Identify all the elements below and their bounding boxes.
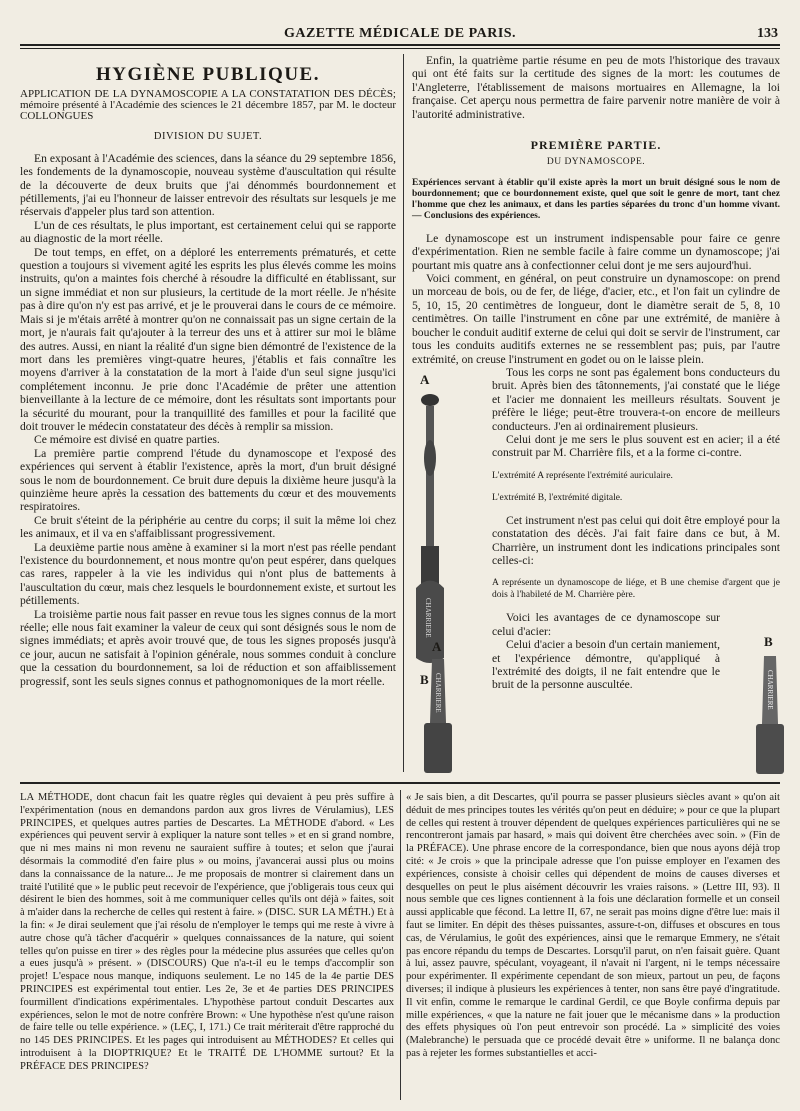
section-title: HYGIÈNE PUBLIQUE. (96, 64, 320, 85)
part-summary: Expériences servant à établir qu'il existe après la mort un bruit désigné sous le nom de bourdonnement; que ce bourdonnement existe, quel que soit le genre de mort, tant chez l'homme que chez les animaux, et dans les parties séparées du tronc d'un homme vivant. — Conclusions des expériences. (412, 177, 780, 221)
paragraph: Cet instrument n'est pas celui qui doit être employé pour la constatation des décès. J'ai fait faire dans ce but, à M. Charrière, un instrument dont les indications principales sont celles-ci: (492, 513, 780, 567)
left-column (20, 54, 396, 688)
bottom-left-column (20, 792, 394, 1074)
paragraph: Voici les avantages de ce dynamoscope sur celui d'acier: (492, 611, 720, 638)
figure-label-a: A (420, 372, 430, 387)
engraving-text: CHARRIERE (424, 598, 432, 638)
header-rule-thin (20, 48, 780, 49)
paragraph: Ce mémoire est divisé en quatre parties. (34, 433, 220, 447)
silver-sleeve-illustration (750, 634, 790, 784)
steel-dynamoscope-illustration (414, 372, 484, 687)
paragraph: En exposant à l'Académie des sciences, dans la séance du 29 septembre 1856, les fondements de la dynamoscopie, nouveau système d'auscultation qui résulte de la découverte de deux bruits que j'ai dénommés bourdonnement et pétillements, j'ai eu l'honneur de laisser entrevoir des résultats sur lesquels je me réservais d'appeler plus tard son attention. (20, 151, 396, 219)
svg-text:CHARRIERE: CHARRIERE (434, 673, 442, 713)
division-heading: DIVISION DU SUJET. (153, 131, 263, 143)
paragraph: La première partie comprend l'étude du dynamoscope et l'exposé des expériences qui servent à établir l'existence, après la mort, d'un bruit désigné sous le nom de bourdonnement. Ce bruit dure depuis la dixième heure jusqu'à la quinzième heure après la cessation des battements du cœur et des mouvements respiratoires. (20, 446, 396, 514)
footnote-text: LA MÉTHODE, dont chacun fait les quatre règles qui devaient à peu près suffire à l'expérimentation (nous en demandons pardon aux gros livres de Vérulamius), LES PRINCIPES, et quelques autres parties de Descartes. La MÉTHODE d'abord. « Les expériences qui peuvent servir à expliquer la nature sont telles » et en si grand nombre, que ni mes mains ni mon revenu ne sauraient suffire à toutes; et selon que j'aurai désormais la commodité d'en faire plus » ou moins, j'avancerai aussi plus ou moins dans la connaissance de la nature... Je me proposais de montrer si clairement dans un traité l'utilité que » le public peut recevoir de l'expérience, que j'obligerais tous ceux qui désirent le bien des hommes, soit à me communiquer celles qu'ils ont déjà » faites, soit à m'aider dans la recherche de celles qui restent à faire. » (DISC. SUR LA MÉTH.) Et à la fin: « Je dirai seulement que j'ai résolu de n'employer le temps qui me reste à vivre à autre chose qu'à tâcher d'acquérir » quelques connaissances de la nature, qui soient telles qu'on puisse en tirer » des règles pour la médecine plus assurées que celles qu'on a eues jusqu'à » présent. » (DISCOURS) Que n'a-t-il eu le temps d'accomplir son projet! L'espace nous manque, indiquons seulement. Le no 145 de la 4e partie DES PRINCIPES est expérimental tout entier. Les 2e, 3e et 4e parties DES PRINCIPES fourmillent d'indications expérimentales. L'hypothèse partout conduit Descartes aux expériences, selon le mot de notre confrère Brown: « Une hypothèse n'est qu'une raison de faire telle ou telle expérience. » (LEÇ, I, 171.) Ce trait mériterait d'être rapproché du no 145 DES PRINCIPES. Et les pages qui introduisent au MÉTHODES? Et celles qui introduisent à la DIOPTRIQUE? Et le TRAITÉ DE L'HOMME surtout? Et la PRÉFACE DES PRINCIPES? (20, 792, 394, 1072)
paragraph: Enfin, la quatrième partie résume en peu de mots l'historique des travaux qui ont été faits sur la certitude des signes de la mort: les coutumes de l'Angleterre, l'établissement de maisons mortuaires en Allemagne, la loi française. Cet aperçu nous permettra de faire parvenir notre manière de voir à l'autorité administrative. (412, 54, 780, 121)
paragraph: La troisième partie nous fait passer en revue tous les signes connus de la mort réelle; elle nous fait examiner la valeur de ceux qui sont désignés sous le nom de signes immédiats; et après avoir trouvé que, de tous les signes proposés jusqu'à ce jour, aucun ne satisfait à l'opinion générale, nous sommes conduit à conclure que la cessation du bourdonnement, sa loi de réduction et son affaiblissement progressif, sont les seuls signes connus et pathognomoniques de la mort réelle. (20, 607, 396, 688)
steel-dynamoscope-icon (414, 388, 484, 678)
paragraph: De tout temps, en effet, on a déploré les enterrements prématurés, et cette question a toujours si vivement agité les esprits les plus élevés comme les moins instruits, qu'on a maintes fois cherché à résoudre la difficulté en établissant, sur un signe immédiat et non sur plusieurs, la certitude de la mort réelle. Je n'hésite pas à dire qu'on n'y est pas arrivé, et je le prouverai dans le cours de ce mémoire. Mais si je m'étais arrêté à montrer qu'on ne connaissait pas un signe certain de la mort, je n'aurais fait qu'ajouter à la terreur des uns et à attirer sur moi le blâme des autres. Aussi, en niant la réalité d'un signe bien démontré de l'existence de la mort dans les premières vingt-quatre heures, j'établis et fais connaître les moyens d'arriver à la constatation de la mort à l'aide d'un seul signe jusqu'ici complétement inconnu. Je prie donc l'Académie de prêter une attention bienveillante à la lecture de ce mémoire, dont les résultats sont importants pour la sécurité du mourant, pour la tranquillité des familles et pour la facilité que doit trouver le médecin constatateur des décès à remplir sa mission. (20, 245, 396, 433)
page-header (20, 22, 780, 48)
part-subtitle: DU DYNAMOSCOPE. (546, 157, 646, 168)
paragraph: L'un de ces résultats, le plus important, est certainement celui qui se rapporte au diagnostic de la mort réelle. (20, 218, 396, 246)
figure-caption: L'extrémité A représente l'extrémité auriculaire. (492, 470, 673, 481)
figure-label-b: B (764, 634, 773, 649)
footnote-text: « Je sais bien, a dit Descartes, qu'il pourra se passer plusieurs siècles avant » qu'on ait déduit de mes principes toutes les vérités qu'on peut en déduire; » pour ce que la plupart de celles qui restent à trouver dépendent de quelques expériences particulières qui ne se rencontreront jamais par hasard, » mais qui doivent être cherchées avec soin. » (Fin de la PRÉFACE). Une phrase encore de la correspondance, bien que nous ayons déjà trop cité: « Je crois » que la principale adresse que l'on puisse employer en l'examen des expériences, consiste à choisir celles qui dépendent de moins de causes diverses et desquelles on peut le plus aisément découvrir les vraies raisons. » (Lettre III, 93). Il nous semble que ces lignes contiennent à la fois une déclaration formelle et un conseil aussi applicable que fécond. La lettre II, 67, ne serait pas moins digne d'être lue: mais il faut se limiter. En dépit des thèses puissantes, assure-t-on, diffuses et obscures en tous cas, de Vérulamius, le goût des expériences, ainsi que le remarque Emmery, ne s'était pas encore répandu du temps de Descartes. Lorsqu'il parut, on n'en faisait guère. Quant à lui, assez pauvre, spéculant, voyageant, il n'avait ni l'argent, ni le temps nécessaire pour expérimenter. Il expérimente cependant de son mieux, partout un peu, de façons diverses; il indique à plusieurs les expériences à tenter, non sans être payé d'ingratitude. Il vit enfin, comme le remarque le cardinal Gerdil, ce que Boyle confirma depuis par mille expériences, « que la nature ne fait jouer que le mécanisme dans » la production des effets physiques où l'on peut entrevoir son procédé. La » simplicité des voies (Malebranche) le persuada que ce procédé devait être » uniforme. Il ne balança donc pas à rejeter les formes substantielles et acci- (406, 792, 780, 1059)
paragraph: Tous les corps ne sont pas également bons conducteurs du bruit. Après bien des tâtonnements, j'ai constaté que le liége et l'acier me donnaient les meilleurs résultats. Souvent je préfère le liége; peut-être trouvera-t-on encore de meilleurs conducteurs. J'en ai ordinairement plusieurs. (492, 365, 780, 433)
paragraph: Ce bruit s'éteint de la périphérie au centre du corps; il suit la même loi chez les animaux, et il va en s'affaiblissant progressivement. (20, 513, 396, 541)
bottom-right-column (406, 792, 780, 1061)
svg-text:CHARRIERE: CHARRIERE (766, 670, 774, 710)
upper-section (20, 54, 780, 782)
paragraph: Le dynamoscope est un instrument indispensable pour faire ce genre d'expérimentation. Rien ne semble facile à faire comme un dynamoscope; j'ai pourtant mis quatre ans à confectionner celui dont je me sers aujourd'hui. (412, 231, 780, 272)
figure-label-a: A (432, 639, 442, 654)
column-divider (403, 54, 404, 772)
cork-dynamoscope-illustration (418, 639, 458, 779)
figure-label-b: B (420, 672, 429, 687)
paragraph: Celui d'acier a besoin d'un certain maniement, et l'expérience démontre, qu'appliqué à l'extrémité des doigts, il ne fait entendre que le bruit de la personne auscultée. (492, 638, 720, 692)
intro-text: APPLICATION DE LA DYNAMOSCOPIE A LA CONSTATATION DES DÉCÈS; mémoire présenté à l'Académie des sciences le 21 décembre 1857, par M. le docteur COLLONGUES (20, 88, 396, 123)
paragraph: Celui dont je me sers le plus souvent est en acier; il a été construit par M. Charrière fils, et a la forme ci-contre. (492, 432, 780, 460)
figure-caption: A représente un dynamoscope de liége, et B une chemise d'argent que je dois à l'habileté de M. Charrière père. (492, 578, 780, 601)
silver-sleeve-icon (750, 650, 790, 784)
journal-title: GAZETTE MÉDICALE DE PARIS. (283, 26, 517, 41)
column-divider (400, 790, 401, 1100)
figure-caption: L'extrémité B, l'extrémité digitale. (492, 492, 623, 503)
header-rule (20, 44, 780, 46)
part-title: PREMIÈRE PARTIE. (530, 138, 662, 153)
cork-dynamoscope-icon (418, 653, 458, 783)
paragraph: La deuxième partie nous amène à examiner si la mort n'est pas réelle pendant l'existence du bourdonnement, et nous montre qu'on peut espérer, dans quelques cas rares, rappeler à la vie les individus qui n'ont plus de battements à l'auscultation du cœur, mais chez lesquels le bourdonnement existe, et surtout les pétillements. (20, 540, 396, 608)
page-number: 133 (757, 26, 778, 41)
section-divider (20, 782, 780, 784)
paragraph: Voici comment, en général, on peut construire un dynamoscope: on prend un morceau de bois, ou de fer, de liége, d'acier, etc., et l'on fait un cylindre de 5, 10, 15, 20 centimètres de longueur, dont le diamètre serait de 5, 8, 10 centimètres. On taille l'instrument en cône par une extrémité, de manière à boucher le conduit auditif externe de celui qui doit se servir de l'instrument, car tous les conduits auditifs externes ne se ressemblent pas; puis, par l'autre extrémité, on creuse l'instrument en godet ou on le laisse plein. (412, 272, 780, 366)
